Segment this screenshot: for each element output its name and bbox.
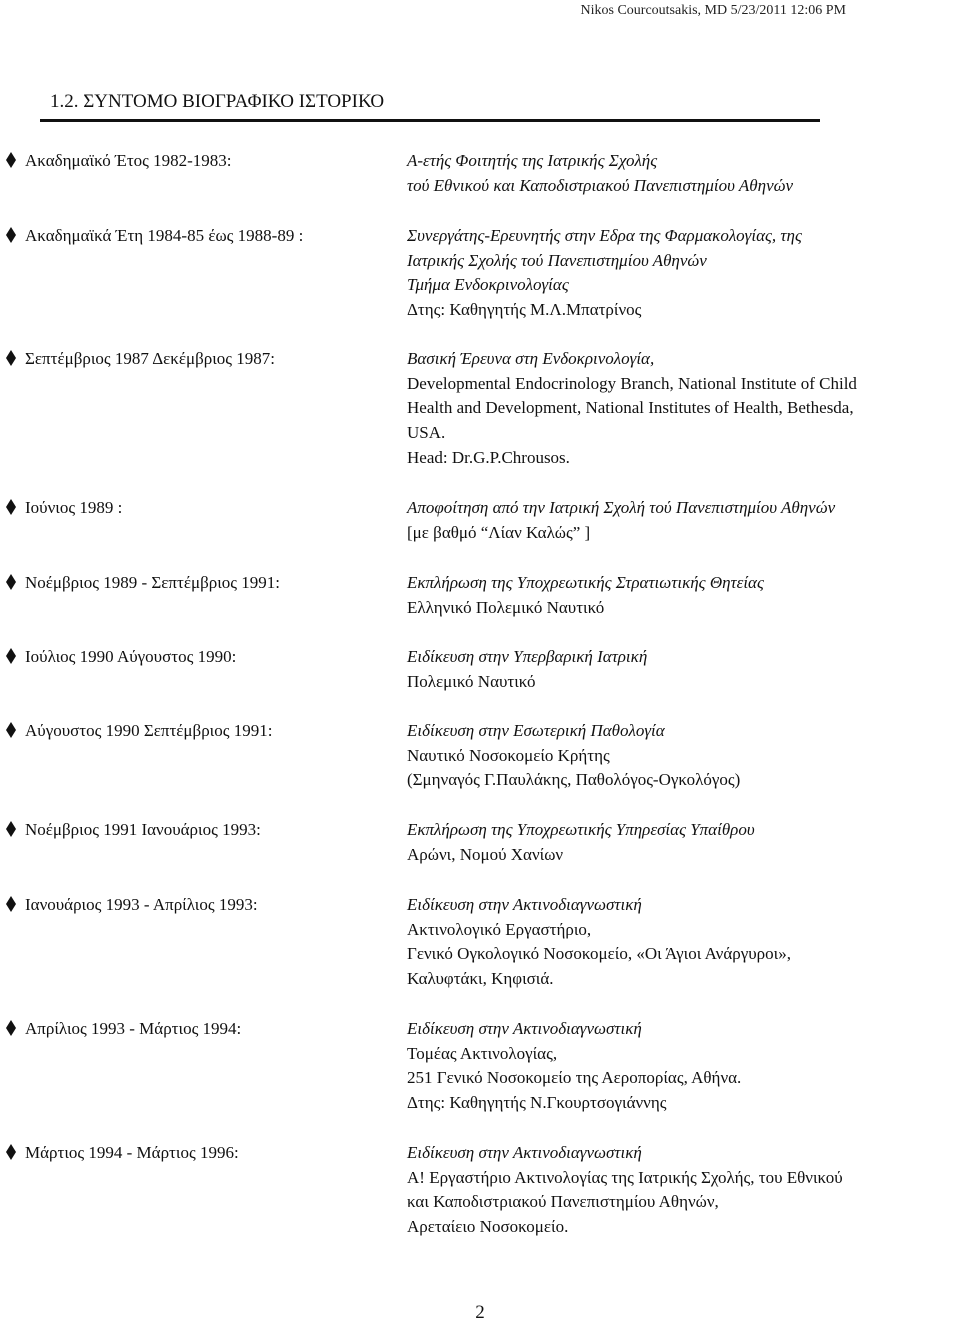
entry-line: Βασική Έρευνα στη Ενδοκρινολογία, <box>407 349 655 368</box>
diamond-bullet-icon <box>5 1020 17 1036</box>
entry-line: Τμήμα Ενδοκρινολογίας <box>407 275 569 295</box>
entry-line: Πολεμικό Ναυτικό <box>407 671 536 691</box>
diamond-bullet-icon <box>5 574 17 590</box>
entry-line: Ναυτικό Νοσοκομείο Κρήτης <box>407 745 610 765</box>
entry-line: Τομέας Ακτινολογίας, <box>407 1043 558 1063</box>
section-title: 1.2. ΣΥΝΤΟΜΟ ΒΙΟΓΡΑΦΙΚΟ ΙΣΤΟΡΙΚΟ <box>50 91 385 112</box>
entry-line: Εκπλήρωση της Υποχρεωτικής Υπηρεσίας Υπαίθρου <box>407 820 755 839</box>
entry-period: Ιανουάριος 1993 - Απρίλιος 1993: <box>25 895 258 914</box>
diamond-bullet-icon <box>5 152 17 168</box>
entry-line: Ακτινολογικό Εργαστήριο, <box>407 919 592 939</box>
entry-line: Α! Εργαστήριο Ακτινολογίας της Ιατρικής Σχολής, του Εθνικού <box>407 1167 843 1187</box>
entry-line: Ειδίκευση στην Ακτινοδιαγνωστική <box>407 1019 642 1038</box>
entry-period: Μάρτιος 1994 - Μάρτιος 1996: <box>25 1143 239 1162</box>
entry-line: Αποφοίτηση από την Ιατρική Σχολή τού Πανεπιστημίου Αθηνών <box>407 498 836 517</box>
entry-description <box>407 571 960 620</box>
entry-line: [με βαθμό “Λίαν Καλώς” ] <box>407 522 591 542</box>
entry-line: Συνεργάτης-Ερευνητής στην Εδρα της Φαρμακολογίας, της <box>407 226 802 245</box>
entry-description <box>407 818 960 867</box>
diamond-bullet-icon <box>5 821 17 837</box>
entry-period: Αύγουστος 1990 Σεπτέμβριος 1991: <box>25 721 273 740</box>
entry-line: και Καποδιστριακού Πανεπιστημίου Αθηνών, <box>407 1192 719 1212</box>
entry-line: Αρώνι, Νομού Χανίων <box>407 844 564 864</box>
entry-line: Health and Development, National Institutes of Health, Bethesda, <box>407 398 854 418</box>
entry-line: Γενικό Ογκολογικό Νοσοκομείο, «Οι Άγιοι Ανάργυροι», <box>407 944 791 964</box>
entry-period: Απρίλιος 1993 - Μάρτιος 1994: <box>25 1019 242 1038</box>
entry-description <box>407 149 960 198</box>
entry-period: Νοέμβριος 1989 - Σεπτέμβριος 1991: <box>25 573 280 592</box>
entry-line: Αρεταίειο Νοσοκομείο. <box>407 1217 569 1237</box>
diamond-bullet-icon <box>5 1144 17 1160</box>
entry-line: Δτης: Καθηγητής Μ.Λ.Μπατρίνος <box>407 300 642 320</box>
diamond-bullet-icon <box>5 896 17 912</box>
entry-description <box>407 496 960 545</box>
entry-description <box>407 1141 960 1240</box>
entry-line: Ιατρικής Σχολής τού Πανεπιστημίου Αθηνών <box>407 250 707 270</box>
document-header: Nikos Courcoutsakis, MD 5/23/2011 12:06 PM <box>580 3 846 18</box>
section-rule <box>40 119 820 122</box>
entry-line: Ελληνικό Πολεμικό Ναυτικό <box>407 597 605 617</box>
diamond-bullet-icon <box>5 499 17 515</box>
entry-line: Δτης: Καθηγητής Ν.Γκουρτσογιάννης <box>407 1093 667 1113</box>
diamond-bullet-icon <box>5 648 17 664</box>
entry-period: Ακαδημαϊκό Έτος 1982-1983: <box>25 151 232 170</box>
entry-line: (Σμηναγός Γ.Παυλάκης, Παθολόγος-Ογκολόγος) <box>407 770 741 790</box>
diamond-bullet-icon <box>5 722 17 738</box>
entry-line: 251 Γενικό Νοσοκομείο της Αεροπορίας, Αθήνα. <box>407 1068 742 1088</box>
entry-period: Νοέμβριος 1991 Ιανουάριος 1993: <box>25 820 261 839</box>
entry-period: Ιούλιος 1990 Αύγουστος 1990: <box>25 647 237 666</box>
entry-period: Σεπτέμβριος 1987 Δεκέμβριος 1987: <box>25 349 276 368</box>
entry-description <box>407 1017 960 1116</box>
entry-line: Head: Dr.G.P.Chrousos. <box>407 447 570 467</box>
diamond-bullet-icon <box>5 227 17 243</box>
diamond-bullet-icon <box>5 350 17 366</box>
entry-period: Ιούνιος 1989 : <box>25 498 123 517</box>
entry-line: Καλυφτάκι, Κηφισιά. <box>407 969 554 989</box>
entry-line: Α-ετής Φοιτητής της Ιατρικής Σχολής <box>407 151 658 170</box>
entry-line: Developmental Endocrinology Branch, National Institute of Child <box>407 373 857 393</box>
entry-description <box>407 347 960 471</box>
entry-description <box>407 224 960 323</box>
entry-description <box>407 645 960 694</box>
entry-line: Ειδίκευση στην Εσωτερική Παθολογία <box>407 721 665 740</box>
entry-period: Ακαδημαϊκά Έτη 1984-85 έως 1988-89 : <box>25 226 304 245</box>
entry-line: Ειδίκευση στην Υπερβαρική Ιατρική <box>407 647 648 666</box>
entry-description <box>407 893 960 992</box>
entry-line: USA. <box>407 423 446 443</box>
entry-line: Ειδίκευση στην Ακτινοδιαγνωστική <box>407 1143 642 1162</box>
entry-line: Ειδίκευση στην Ακτινοδιαγνωστική <box>407 895 642 914</box>
entry-line: Εκπλήρωση της Υποχρεωτικής Στρατιωτικής Θητείας <box>407 573 764 592</box>
page-number: 2 <box>475 1302 485 1323</box>
entry-description <box>407 719 960 793</box>
entry-line: τού Εθνικού και Καποδιστριακού Πανεπιστημίου Αθηνών <box>407 175 794 195</box>
